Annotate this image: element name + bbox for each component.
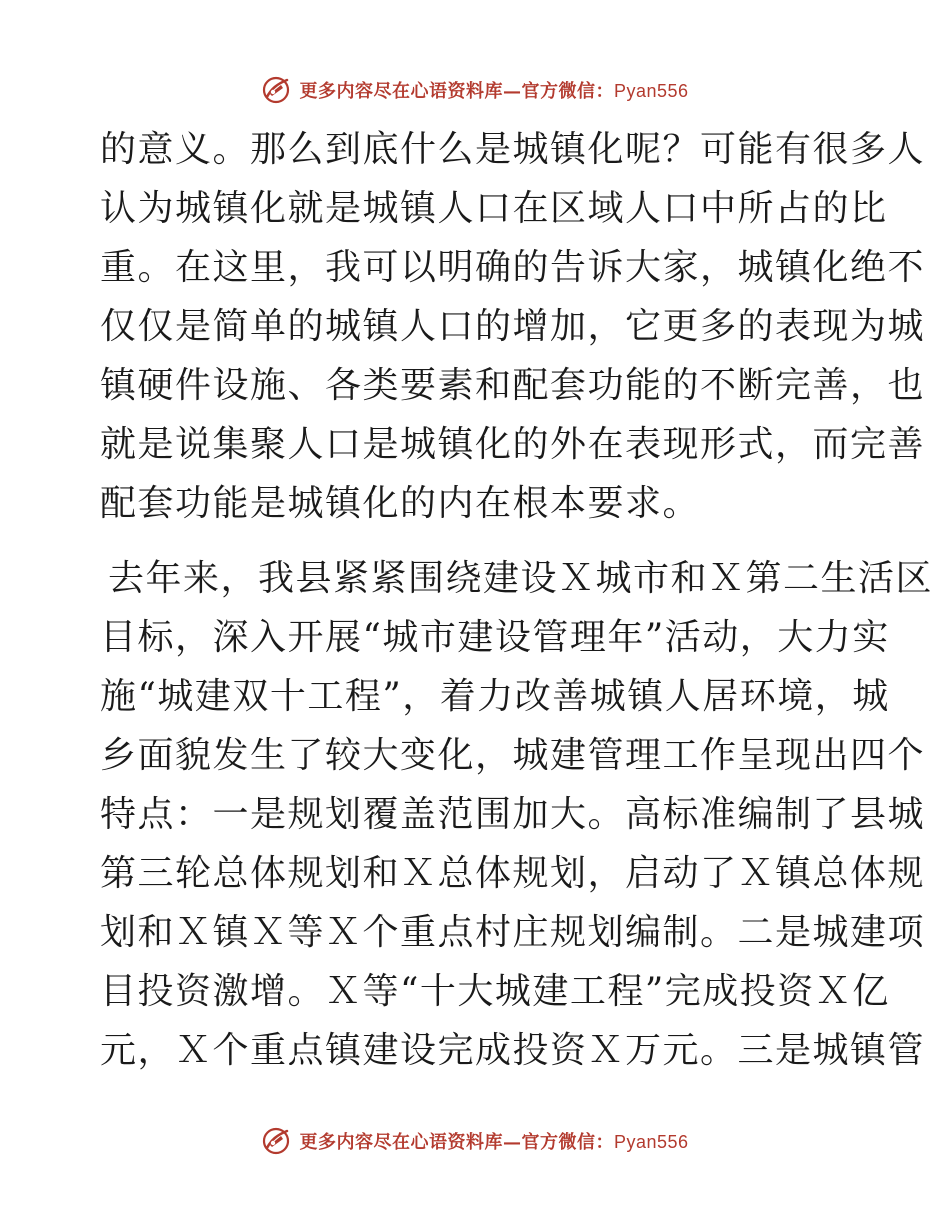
text-line: 第三轮总体规划和Ｘ总体规划，启动了Ｘ镇总体规 [100,853,926,894]
text-line: 元，Ｘ个重点镇建设完成投资Ｘ万元。三是城镇管 [100,1030,926,1071]
text-line: 就是说集聚人口是城镇化的外在表现形式，而完善 [100,424,926,465]
text-line: 目标，深入开展“城市建设管理年”活动，大力实 [100,617,890,658]
pen-logo-icon [261,1126,291,1156]
text-line: 划和Ｘ镇Ｘ等Ｘ个重点村庄规划编制。二是城建项 [100,912,926,953]
text-line: 的意义。那么到底什么是城镇化呢？可能有很多人 [100,129,926,170]
document-body [100,120,934,1080]
header-banner [0,70,950,110]
footer-banner-text: 更多内容尽在心语资料库—官方微信：Pyan556 [299,1132,689,1153]
header-banner-text: 更多内容尽在心语资料库—官方微信：Pyan556 [299,81,689,102]
text-line: 认为城镇化就是城镇人口在区域人口中所占的比 [100,188,888,229]
paragraph-1 [100,120,926,533]
pen-logo-icon [261,75,291,105]
text-line: 镇硬件设施、各类要素和配套功能的不断完善，也 [100,365,926,406]
text-line: 仅仅是简单的城镇人口的增加，它更多的表现为城 [100,306,926,347]
wechat-id: Pyan556 [613,81,689,101]
text-line: 配套功能是城镇化的内在根本要求。 [100,483,701,524]
text-line: 重。在这里，我可以明确的告诉大家，城镇化绝不 [100,247,926,288]
text-line: 特点：一是规划覆盖范围加大。高标准编制了县城 [100,794,926,835]
text-line: 施“城建双十工程”，着力改善城镇人居环境，城 [100,676,890,717]
paragraph-2 [100,549,934,1080]
text-line: 乡面貌发生了较大变化，城建管理工作呈现出四个 [100,735,926,776]
footer-banner [0,1121,950,1161]
wechat-id: Pyan556 [613,1132,689,1152]
text-line: 目投资激增。Ｘ等“十大城建工程”完成投资Ｘ亿 [100,971,890,1012]
text-line: 去年来，我县紧紧围绕建设Ｘ城市和Ｘ第二生活区 [108,558,934,599]
